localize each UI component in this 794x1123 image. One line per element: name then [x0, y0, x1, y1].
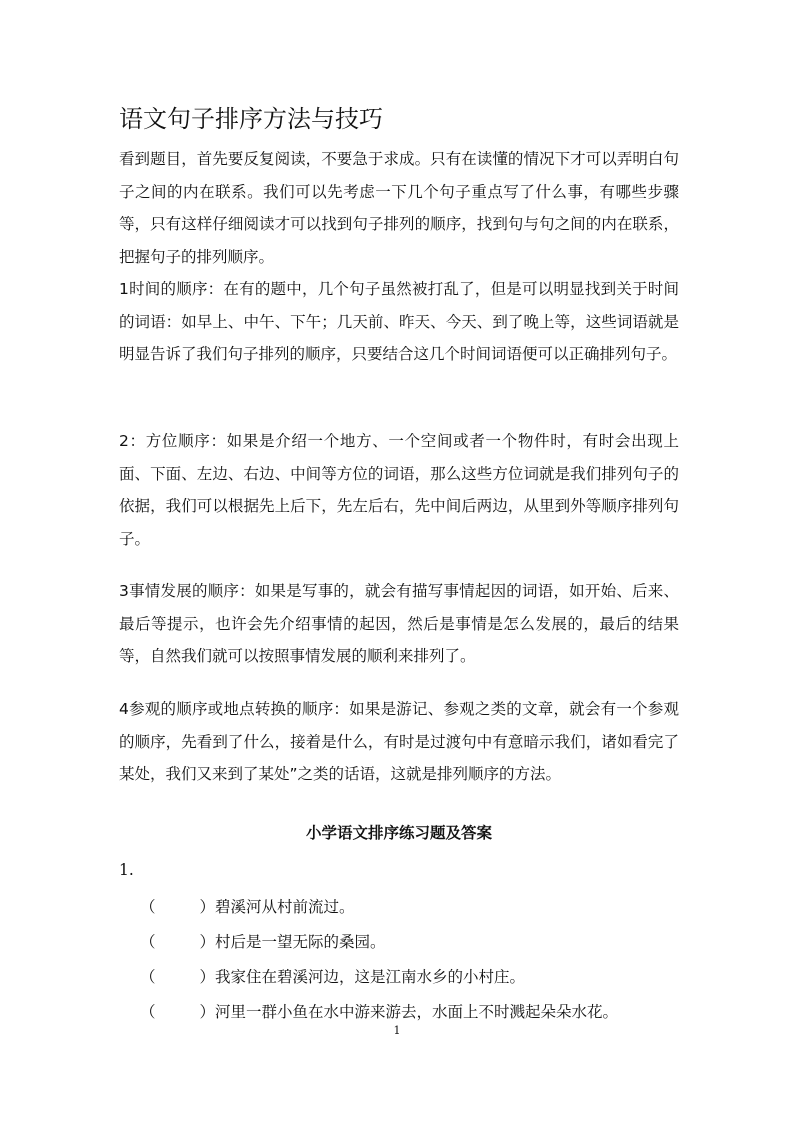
question-number: 1. — [119, 861, 134, 879]
option-text: 村后是一望无际的桑园。 — [215, 933, 386, 951]
blank-close: ） — [199, 968, 216, 986]
blank-open: （ — [140, 933, 156, 951]
option-item — [140, 925, 680, 960]
option-text: 碧溪河从村前流过。 — [215, 898, 355, 916]
page-number: 1 — [393, 1024, 401, 1037]
blank-open: （ — [140, 968, 156, 986]
option-text: 我家住在碧溪河边，这是江南水乡的小村庄。 — [215, 968, 526, 986]
option-text: 河里一群小鱼在水中游来游去，水面上不时溅起朵朵水花。 — [215, 1003, 619, 1021]
method-time-order-paragraph: 1时间的顺序：在有的题中，几个句子虽然被打乱了，但是可以明显找到关于时间的词语：如早上、中午、下午；几天前、昨天、今天、到了晚上等，这些词语就是明显告诉了我们句子排列的顺序，只要结合这几个时间词语便可以正确排列句子。 — [119, 280, 679, 363]
option-item — [140, 960, 680, 995]
question-options-list — [140, 890, 680, 1030]
option-item — [140, 890, 680, 925]
intro-paragraph: 看到题目，首先要反复阅读，不要急于求成。只有在读懂的情况下才可以弄明白句子之间的内在联系。我们可以先考虑一下几个句子重点写了什么事，有哪些步骤等，只有这样仔细阅读才可以找到句子排列的顺序，找到句与句之间的内在联系，把握句子的排列顺序。 — [119, 150, 679, 266]
blank-open: （ — [140, 898, 156, 916]
method-position-order-paragraph: 2：方位顺序：如果是介绍一个地方、一个空间或者一个物件时，有时会出现上面、下面、左边、右边、中间等方位的词语，那么这些方位词就是我们排列句子的依据，我们可以根据先上后下，先左后右，先中间后两边，从里到外等顺序排列句子。 — [119, 432, 679, 548]
blank-close: ） — [199, 1003, 216, 1021]
blank-open: （ — [140, 1003, 156, 1021]
blank-close: ） — [199, 933, 216, 951]
method-visit-order-paragraph: 4参观的顺序或地点转换的顺序：如果是游记、参观之类的文章，就会有一个参观的顺序，先看到了什么，接着是什么，有时是过渡句中有意暗示我们，诸如看完了某处，我们又来到了某处”之类的话语，这就是排列顺序的方法。 — [119, 700, 679, 783]
blank-close: ） — [199, 898, 216, 916]
exercise-section-title: 小学语文排序练习题及答案 — [305, 823, 492, 842]
method-event-order-paragraph: 3事情发展的顺序：如果是写事的，就会有描写事情起因的词语，如开始、后来、最后等提示，也许会先介绍事情的起因，然后是事情是怎么发展的，最后的结果等，自然我们就可以按照事情发展的顺利来排列了。 — [119, 582, 679, 665]
page-title: 语文句子排序方法与技巧 — [119, 105, 383, 133]
